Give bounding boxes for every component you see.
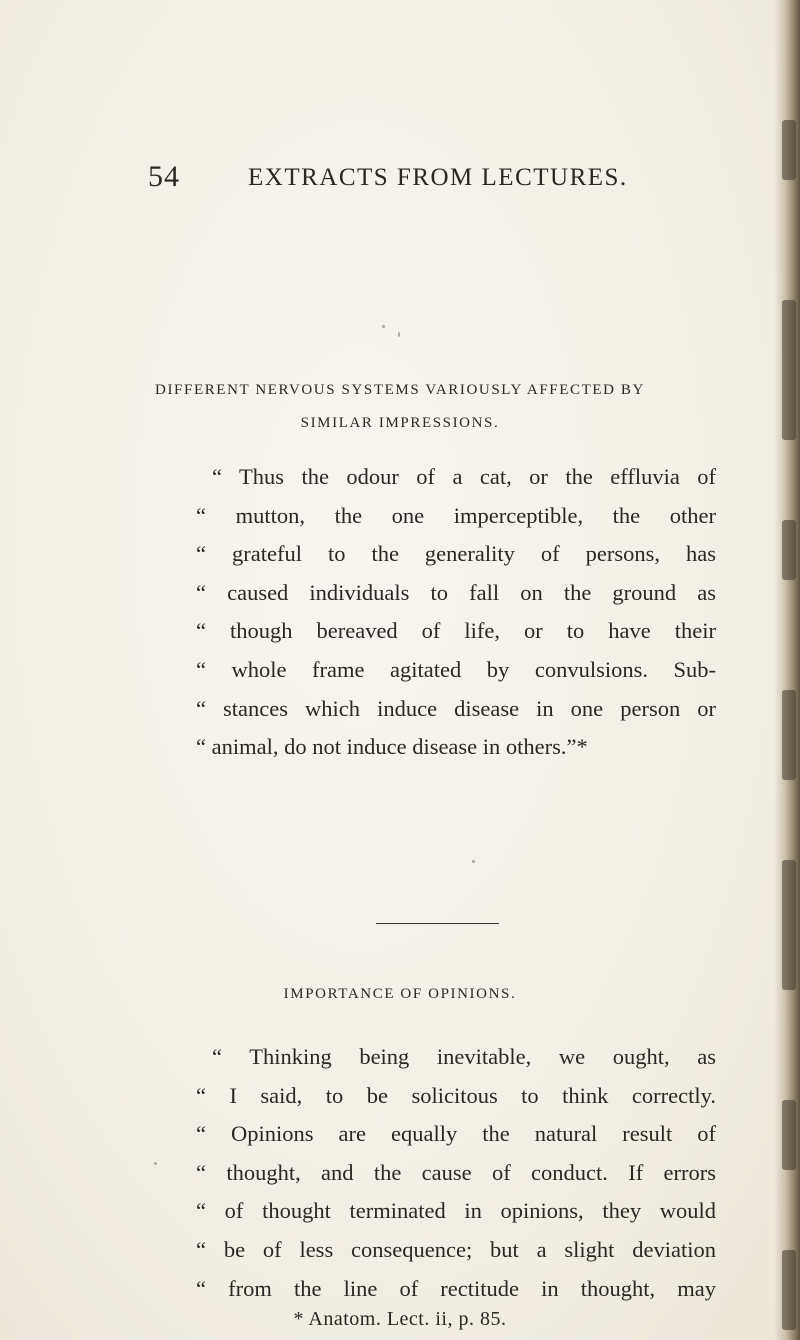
section-heading-line: SIMILAR IMPRESSIONS. bbox=[300, 415, 500, 431]
text-line: “ of thought terminated in opinions, they would bbox=[196, 1198, 716, 1224]
text-line: “ be of less consequence; but a slight deviation bbox=[196, 1236, 716, 1262]
text-line: “ thought, and the cause of conduct. If errors bbox=[196, 1159, 716, 1185]
quotation-paragraph bbox=[196, 1038, 716, 1308]
page-header bbox=[0, 160, 800, 200]
section-divider bbox=[376, 923, 499, 924]
text-line: “ from the line of rectitude in thought, may bbox=[196, 1275, 716, 1301]
paper-speck bbox=[382, 325, 385, 328]
text-line: “ Thus the odour of a cat, or the effluvia of bbox=[212, 464, 716, 489]
page-edge-mark bbox=[782, 860, 796, 990]
page-number: 54 bbox=[148, 160, 180, 193]
text-line: “ though bereaved of life, or to have their bbox=[196, 618, 716, 644]
page-edge-mark bbox=[782, 520, 796, 580]
text-line: “ mutton, the one imperceptible, the other bbox=[196, 502, 716, 528]
quotation-paragraph bbox=[196, 458, 716, 767]
running-head: EXTRACTS FROM LECTURES. bbox=[248, 164, 628, 191]
footnote: * Anatom. Lect. ii, p. 85. bbox=[293, 1308, 507, 1330]
section-heading-line: DIFFERENT NERVOUS SYSTEMS VARIOUSLY AFFECTED BY bbox=[155, 382, 645, 398]
paper-speck bbox=[472, 860, 475, 863]
text-line: “ I said, to be solicitous to think correctly. bbox=[196, 1082, 716, 1108]
section-heading-importance-of-opinions bbox=[0, 987, 800, 1002]
page-edge-mark bbox=[782, 690, 796, 780]
text-line: “ stances which induce disease in one person or bbox=[196, 695, 716, 721]
text-line: “ whole frame agitated by convulsions. Sub- bbox=[196, 656, 716, 682]
section-heading-nervous-systems bbox=[0, 383, 800, 431]
paper-speck bbox=[154, 1162, 157, 1165]
text-line: “ animal, do not induce disease in others.”* bbox=[196, 734, 588, 760]
paper-speck bbox=[398, 332, 400, 337]
text-line: “ grateful to the generality of persons, has bbox=[196, 541, 716, 567]
text-line: “ caused individuals to fall on the ground as bbox=[196, 579, 716, 605]
text-line: “ Thinking being inevitable, we ought, as bbox=[212, 1044, 716, 1069]
page-edge-mark bbox=[782, 1100, 796, 1170]
text-line: “ Opinions are equally the natural result of bbox=[196, 1121, 716, 1147]
section-heading-line: IMPORTANCE OF OPINIONS. bbox=[283, 986, 517, 1002]
